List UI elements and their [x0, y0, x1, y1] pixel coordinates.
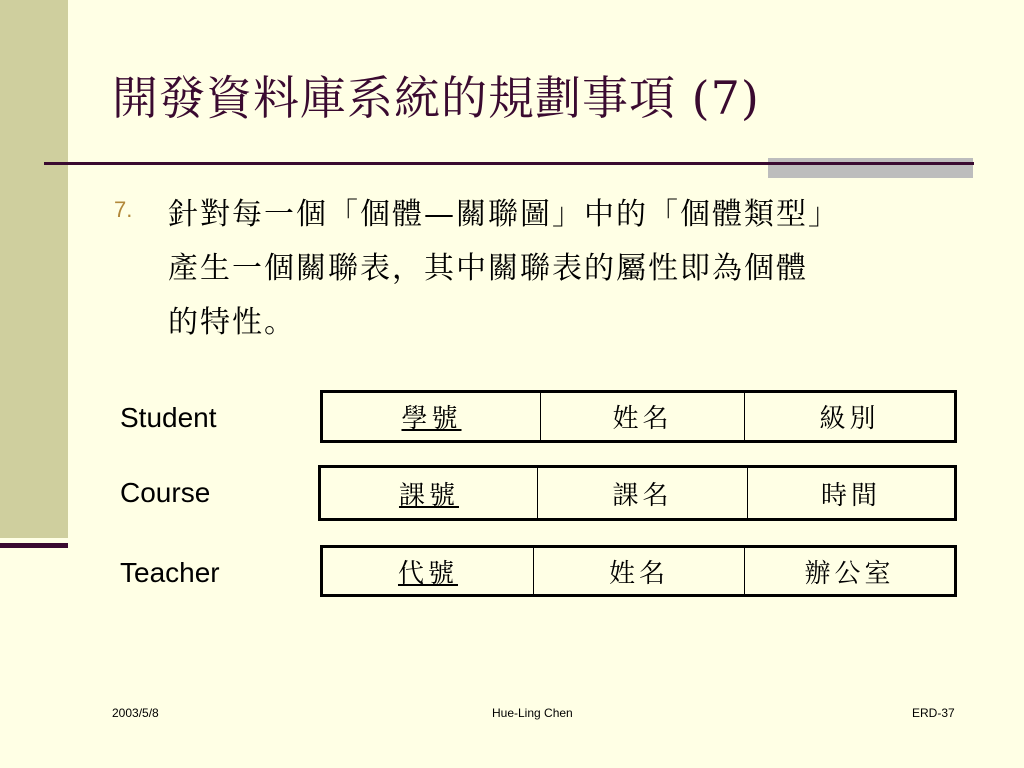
entity-label-teacher: Teacher: [120, 557, 220, 588]
bullet-line-1: 針對每一個「個體—關聯圖」中的「個體類型」: [168, 197, 840, 232]
footer-author: Hue-Ling Chen: [492, 706, 573, 720]
table-cell: 姓名: [541, 392, 745, 442]
entity-label-student: Student: [120, 402, 217, 433]
bullet-line-3: 的特性。: [168, 305, 296, 340]
table-cell-key: 課號: [320, 467, 538, 520]
title-accent-bar: [768, 158, 973, 178]
relation-table-student: [320, 390, 957, 443]
relation-table-teacher: [320, 545, 957, 597]
table-cell: 級別: [745, 392, 956, 442]
bullet-text: [168, 188, 988, 350]
table-cell: 時間: [748, 467, 956, 520]
bullet-number: 7.: [114, 197, 133, 222]
slide-title: 開發資料庫系統的規劃事項 (7): [112, 71, 760, 125]
relation-table-course: [318, 465, 957, 521]
table-cell: 姓名: [534, 547, 745, 596]
entity-label-course: Course: [120, 477, 211, 508]
table-cell: 課名: [538, 467, 748, 520]
footer-date: 2003/5/8: [112, 706, 159, 720]
footer-slide-id: ERD-37: [912, 706, 955, 720]
bullet-line-2: 產生一個關聯表，其中關聯表的屬性即為個體: [168, 251, 808, 286]
table-cell-key: 代號: [322, 547, 534, 596]
title-accent-line: [768, 162, 973, 165]
sidebar-decoration: [0, 0, 68, 538]
table-cell: 辦公室: [745, 547, 956, 596]
table-cell-key: 學號: [322, 392, 541, 442]
sidebar-rule: [0, 543, 68, 548]
